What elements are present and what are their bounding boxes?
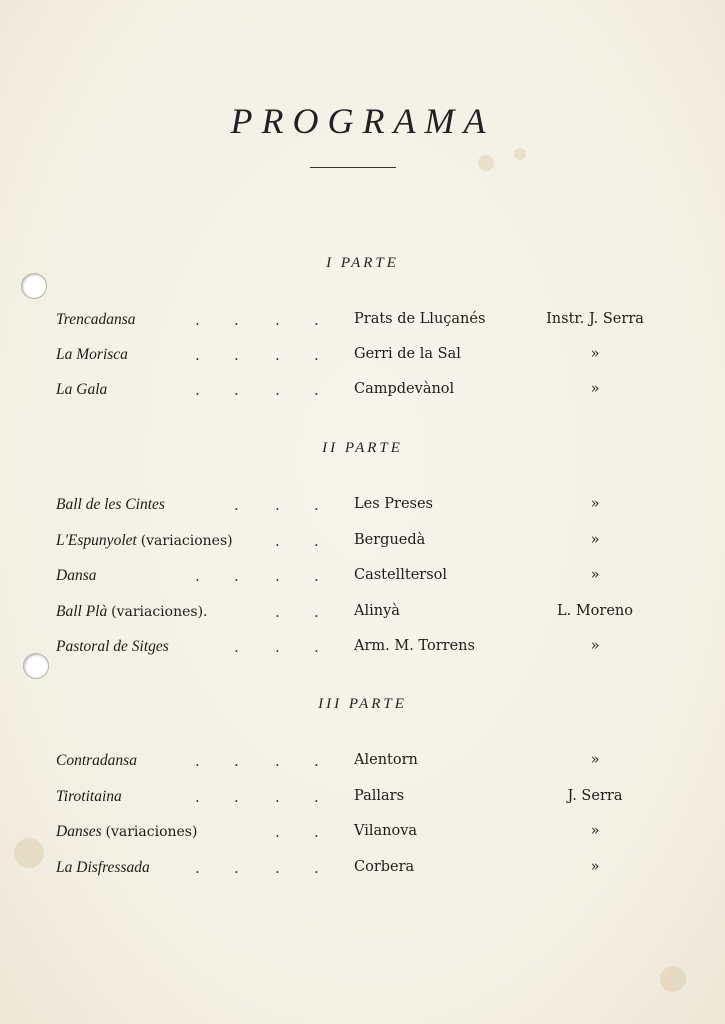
- section-heading: I PARTE: [326, 255, 399, 271]
- program-row: [0, 752, 725, 776]
- leader-dots: . . . .: [195, 859, 319, 877]
- age-stain: [514, 148, 526, 160]
- dance-title: La Gala: [56, 381, 108, 398]
- origin-place: Vilanova: [354, 823, 418, 839]
- instrumentation-credit: »: [590, 859, 600, 875]
- leader-dots: . . . .: [195, 567, 319, 585]
- dance-title: Dansa: [56, 567, 97, 584]
- program-row: [0, 823, 725, 847]
- dance-title: Ball de les Cintes: [56, 496, 165, 513]
- dance-variation: (variaciones): [140, 533, 233, 549]
- dance-variation: (variaciones).: [111, 604, 208, 620]
- origin-place: Les Preses: [354, 496, 433, 512]
- dance-title: Ball Plà: [56, 603, 108, 620]
- dance-title: La Disfressada: [56, 859, 150, 876]
- program-row: [0, 532, 725, 556]
- dance-title: Danses: [56, 823, 102, 840]
- dance-title: L'Espunyolet: [56, 532, 137, 549]
- origin-place: Castelltersol: [354, 567, 448, 583]
- origin-place: Arm. M. Torrens: [354, 638, 475, 654]
- dance-title: Tirotitaina: [56, 788, 122, 805]
- instrumentation-credit: »: [590, 638, 600, 654]
- program-row: [0, 381, 725, 405]
- title-divider: [310, 167, 396, 168]
- instrumentation-credit: L. Moreno: [556, 603, 633, 619]
- punch-hole: [21, 273, 47, 299]
- program-row: [0, 567, 725, 591]
- age-stain: [660, 966, 686, 992]
- leader-dots: . . . .: [195, 752, 319, 770]
- dance-title: Contradansa: [56, 752, 137, 769]
- age-stain: [478, 155, 494, 171]
- program-row: [0, 638, 725, 662]
- dance-title: Trencadansa: [56, 311, 136, 328]
- dance-variation: (variaciones): [105, 824, 198, 840]
- leader-dots: . . .: [234, 496, 319, 514]
- instrumentation-credit: »: [590, 532, 600, 548]
- leader-dots: . . . .: [195, 381, 319, 399]
- origin-place: Corbera: [354, 859, 415, 875]
- program-row: [0, 346, 725, 370]
- section-heading: III PARTE: [318, 696, 407, 712]
- dance-title: La Morisca: [56, 346, 128, 363]
- origin-place: Campdevànol: [354, 381, 455, 397]
- instrumentation-credit: Instr. J. Serra: [546, 311, 644, 327]
- dance-title: Pastoral de Sitges: [56, 638, 169, 655]
- origin-place: Pallars: [354, 788, 405, 804]
- origin-place: Berguedà: [354, 532, 426, 548]
- program-row: [0, 788, 725, 812]
- program-row: [0, 311, 725, 335]
- instrumentation-credit: J. Serra: [567, 788, 623, 804]
- origin-place: Alentorn: [354, 752, 418, 768]
- program-row: [0, 603, 725, 627]
- leader-dots: . . . .: [195, 346, 319, 364]
- origin-place: Prats de Lluçanés: [354, 311, 486, 327]
- instrumentation-credit: »: [590, 567, 600, 583]
- instrumentation-credit: »: [590, 381, 600, 397]
- program-row: [0, 859, 725, 883]
- leader-dots: . .: [275, 823, 319, 841]
- leader-dots: . . .: [234, 638, 319, 656]
- section-heading: II PARTE: [322, 440, 403, 456]
- instrumentation-credit: »: [590, 823, 600, 839]
- leader-dots: . .: [275, 532, 319, 550]
- program-row: [0, 496, 725, 520]
- leader-dots: . . . .: [195, 311, 319, 329]
- leader-dots: . . . .: [195, 788, 319, 806]
- leader-dots: . .: [275, 603, 319, 621]
- origin-place: Alinyà: [354, 603, 400, 619]
- instrumentation-credit: »: [590, 752, 600, 768]
- origin-place: Gerri de la Sal: [354, 346, 461, 362]
- instrumentation-credit: »: [590, 496, 600, 512]
- instrumentation-credit: »: [590, 346, 600, 362]
- page-title: PROGRAMA: [230, 101, 495, 141]
